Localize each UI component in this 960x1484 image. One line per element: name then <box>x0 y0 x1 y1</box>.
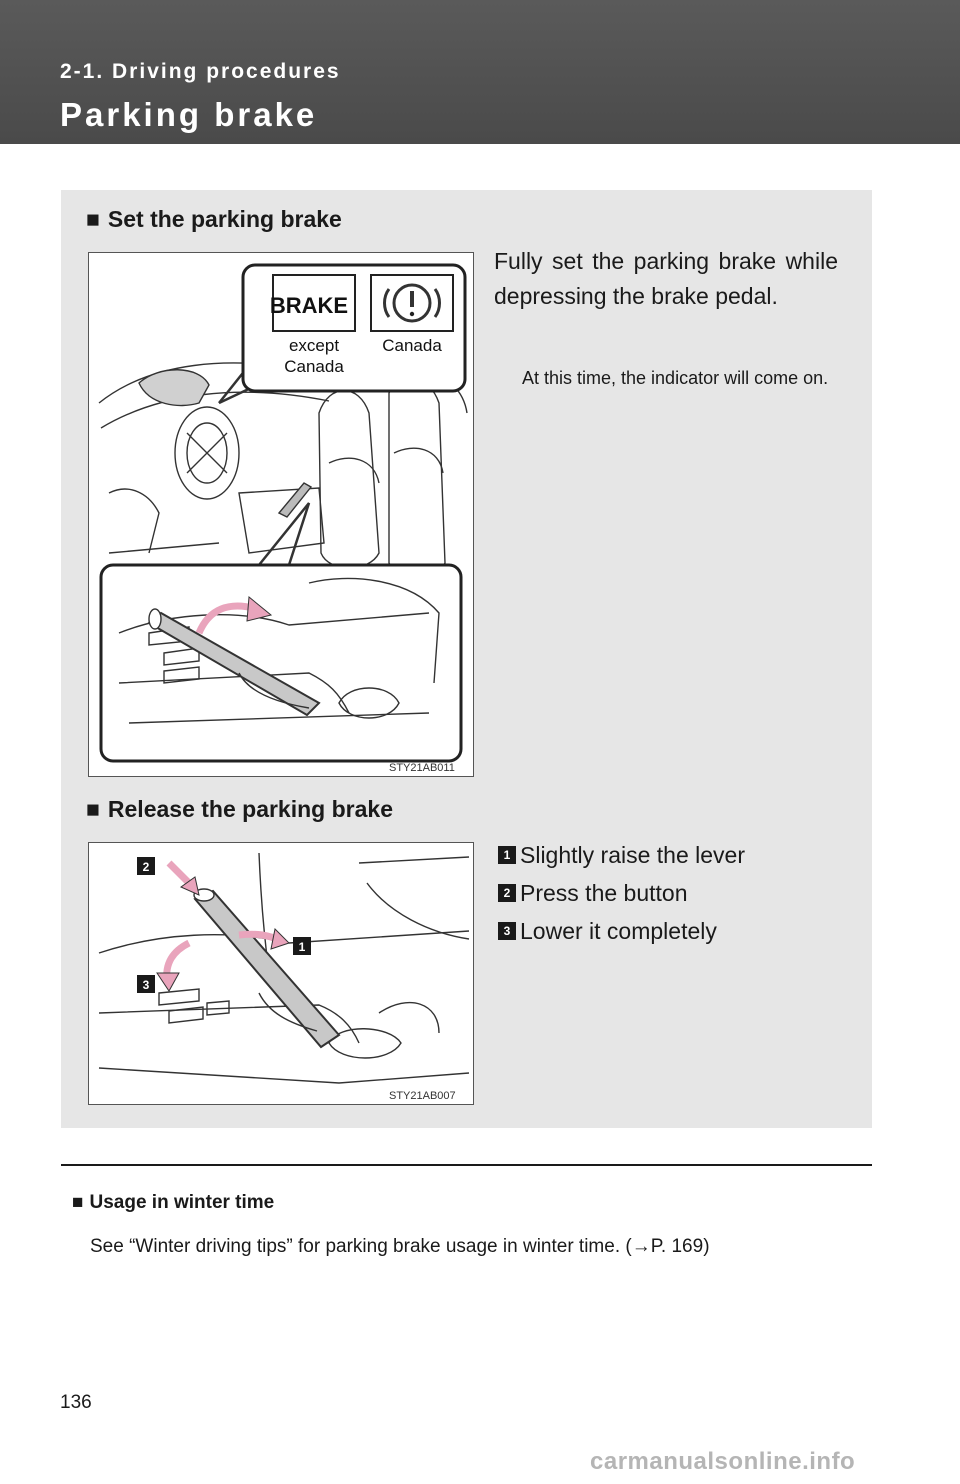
figure-code: STY21AB007 <box>389 1090 456 1102</box>
section-divider <box>61 1164 872 1166</box>
figure-badge-1-label: 1 <box>298 940 306 954</box>
square-bullet-icon: ■ <box>86 206 100 232</box>
brake-indicator-text: BRAKE <box>269 293 349 318</box>
step-number-badge: 2 <box>498 884 516 902</box>
step-number-badge: 1 <box>498 846 516 864</box>
figure-code: STY21AB011 <box>389 762 455 774</box>
winter-heading <box>72 1192 274 1214</box>
figure-badge-2-label: 2 <box>142 860 150 874</box>
step-text: Press the button <box>520 879 688 906</box>
lever-release-illustration <box>89 843 473 1104</box>
release-step <box>498 874 745 912</box>
label-except-canada: Canada <box>284 357 344 376</box>
release-brake-heading-text: Release the parking brake <box>107 796 393 822</box>
release-brake-heading <box>86 796 393 823</box>
set-brake-heading <box>86 206 342 233</box>
release-step <box>498 912 745 950</box>
page-header <box>0 0 960 144</box>
winter-heading-text: Usage in winter time <box>89 1192 275 1213</box>
square-bullet-icon: ■ <box>86 796 100 822</box>
winter-text: See “Winter driving tips” for parking brake usage in winter time. (→P. 169) <box>90 1236 710 1257</box>
watermark: carmanualsonline.info <box>590 1448 856 1475</box>
set-brake-heading-text: Set the parking brake <box>107 206 342 232</box>
label-canada: Canada <box>382 336 442 355</box>
square-bullet-icon: ■ <box>72 1192 84 1213</box>
step-text: Slightly raise the lever <box>520 841 745 868</box>
release-steps-list <box>498 836 745 950</box>
release-brake-figure <box>88 842 474 1105</box>
page-title: Parking brake <box>60 96 318 133</box>
section-label: 2-1. Driving procedures <box>60 60 341 83</box>
step-text: Lower it completely <box>520 917 717 944</box>
label-except: except <box>288 336 340 355</box>
figure-badge-3-label: 3 <box>142 978 150 992</box>
page-number: 136 <box>60 1392 92 1413</box>
set-brake-instruction: Fully set the parking brake while depressing the brake pedal. <box>494 248 838 309</box>
step-number-badge: 3 <box>498 922 516 940</box>
set-brake-note: At this time, the indicator will come on. <box>522 368 829 388</box>
release-step <box>498 836 745 874</box>
car-interior-illustration <box>89 253 473 776</box>
set-brake-figure <box>88 252 474 777</box>
